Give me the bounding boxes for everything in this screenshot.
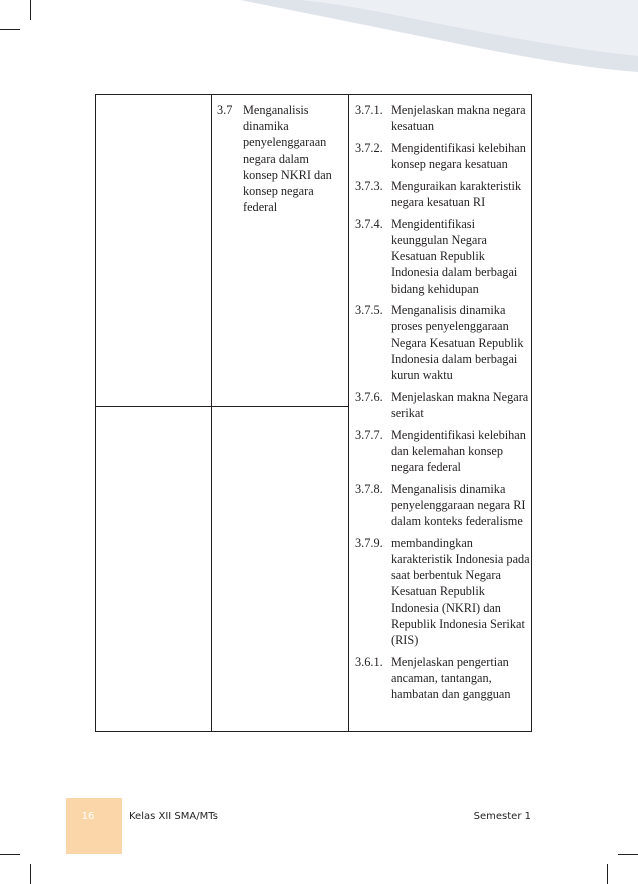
indicator-text: Menjelaskan pengertian ancaman, tantangan, hambatan dan gangguan bbox=[391, 654, 511, 702]
book-title: Kelas XII SMA/MTs bbox=[129, 811, 218, 822]
indicator-text: Menjelaskan makna negara kesatuan bbox=[391, 103, 526, 134]
column-divider bbox=[211, 95, 212, 731]
crop-mark bbox=[30, 864, 31, 884]
competency-number: 3.7 bbox=[217, 103, 233, 117]
indicator-number: 3.7.2. bbox=[355, 140, 383, 155]
indicator-text: Mengidentifikasi keunggulan Negara Kesatuan Republik Indonesia dalam berbagai bidang kehidupan bbox=[391, 216, 518, 296]
indicator-item bbox=[355, 427, 531, 476]
indicator-item bbox=[355, 102, 531, 134]
indicator-number: 3.7.1. bbox=[355, 103, 383, 117]
indicator-item bbox=[355, 302, 531, 383]
indicator-list bbox=[355, 102, 531, 708]
indicator-text: membandingkan karakteristik Indonesia pada saat berbentuk Negara Kesatuan Republik Indonesia (NKRI) dan Republik Indonesia Serikat (RIS) bbox=[391, 535, 530, 648]
indicator-number: 3.7.3. bbox=[355, 178, 383, 193]
indicator-item bbox=[355, 481, 531, 530]
crop-mark bbox=[0, 854, 20, 855]
competency-table bbox=[95, 94, 532, 732]
indicator-text: Menganalisis dinamika penyelenggaraan negara RI dalam konteks federalisme bbox=[391, 481, 526, 529]
indicator-number: 3.6.1. bbox=[355, 654, 383, 669]
indicator-item bbox=[355, 216, 531, 297]
header-swoosh-graphic bbox=[0, 0, 638, 80]
indicator-text: Mengidentifikasi kelebihan dan kelemahan konsep negara federal bbox=[391, 427, 526, 475]
page-number-tab bbox=[66, 798, 122, 854]
indicator-text: Menjelaskan makna Negara serikat bbox=[391, 389, 529, 420]
indicator-text: Mengidentifikasi kelebihan konsep negara kesatuan bbox=[391, 140, 526, 172]
competency-text: Menganalisis dinamika penyelenggaraan negara dalam konsep NKRI dan konsep negara federal bbox=[243, 103, 332, 215]
indicator-item bbox=[355, 178, 531, 210]
indicator-number: 3.7.7. bbox=[355, 427, 383, 442]
indicator-item bbox=[355, 389, 531, 421]
indicator-number: 3.7.5. bbox=[355, 303, 383, 318]
semester-label: Semester 1 bbox=[473, 811, 531, 822]
indicator-text: Menganalisis dinamika proses penyelenggaraan Negara Kesatuan Republik Indonesia dalam berbagai kurun waktu bbox=[391, 303, 524, 383]
indicator-text: Menguraikan karakteristik negara kesatuan RI bbox=[391, 178, 522, 210]
row-divider bbox=[96, 406, 348, 407]
indicator-item bbox=[355, 654, 531, 703]
indicator-number: 3.7.6. bbox=[355, 389, 383, 404]
column-divider bbox=[348, 95, 349, 731]
indicator-number: 3.7.4. bbox=[355, 216, 383, 231]
page-number: 16 bbox=[81, 811, 95, 822]
crop-mark bbox=[607, 864, 608, 884]
indicator-number: 3.7.9. bbox=[355, 535, 383, 550]
crop-mark bbox=[618, 854, 638, 855]
indicator-number: 3.7.8. bbox=[355, 481, 383, 496]
indicator-item bbox=[355, 140, 531, 172]
indicator-item bbox=[355, 535, 531, 648]
